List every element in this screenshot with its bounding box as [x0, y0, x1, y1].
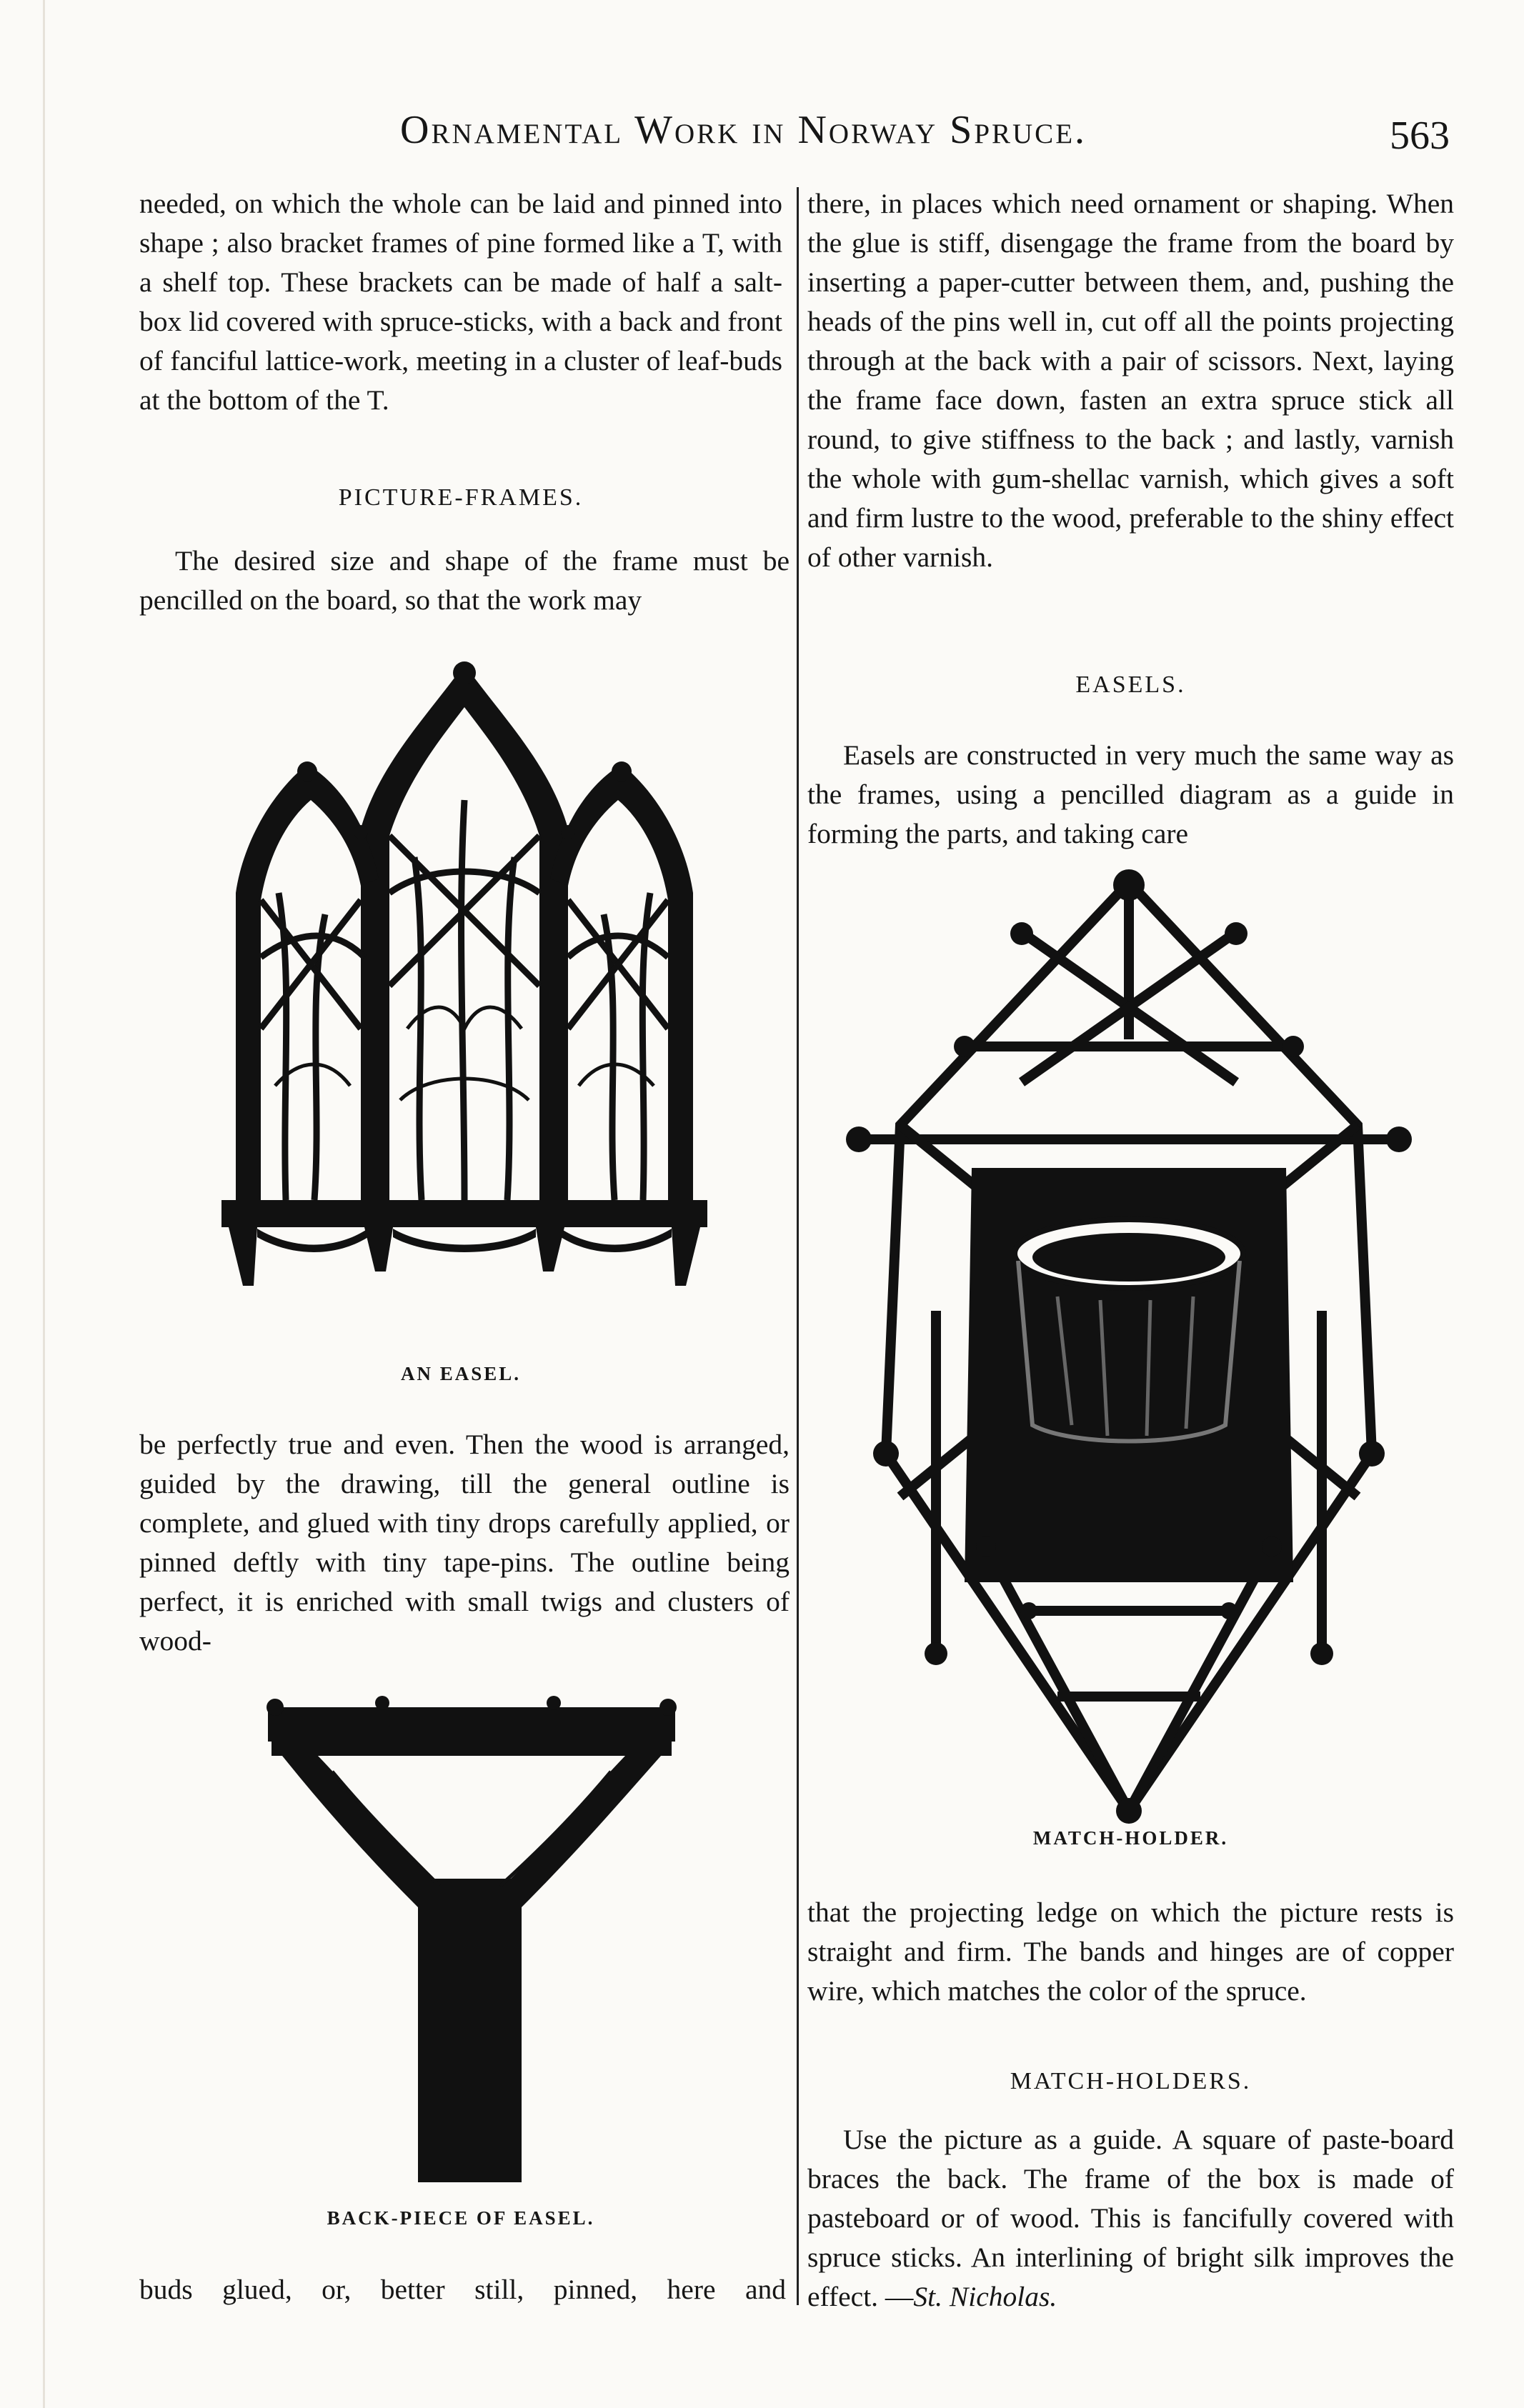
paragraph-text: needed, on which the whole can be laid and pinned into shape ; also bracket frames of pine formed like a T, with a shelf top. These brackets can be made of half a salt-box lid covered with spruce-sticks, with a back and front of fanciful lattice-work, meeting in a cluster of leaf-buds at the bottom of the T.	[139, 188, 782, 416]
right-para-2	[807, 736, 1454, 854]
heading-picture-frames: PICTURE-FRAMES.	[338, 484, 584, 511]
right-para-4	[807, 2120, 1454, 2317]
paragraph-text: buds glued, or, better still, pinned, here and	[139, 2274, 786, 2305]
paragraph-body: Use the picture as a guide. A square of paste-board braces the back. The frame of the box is made of pasteboard or of wood. This is fancifully covered with spruce sticks. An interlining of bright silk improves the effect.	[807, 2124, 1454, 2312]
left-para-2	[139, 541, 790, 620]
caption-back-piece: BACK-PIECE OF EASEL.	[327, 2207, 595, 2229]
paragraph-text: The desired size and shape of the frame must be pencilled on the board, so that the work may	[139, 545, 790, 616]
caption-match-holder: MATCH-HOLDER.	[1032, 1827, 1229, 1849]
heading-easels: EASELS.	[1075, 671, 1186, 698]
left-para-3	[139, 1425, 790, 1661]
heading-match-holders: MATCH-HOLDERS.	[1010, 2068, 1252, 2094]
paragraph-text: be perfectly true and even. Then the wood is arranged, guided by the drawing, till the general outline is complete, and glued with tiny drops carefully applied, or pinned deftly with tiny tape-pins. The outline being perfect, it is enriched with small twigs and clusters of wood-	[139, 1429, 790, 1657]
right-para-1	[807, 184, 1454, 577]
left-para-1	[139, 184, 782, 420]
caption-an-easel: AN EASEL.	[400, 1363, 522, 1384]
column-divider	[797, 187, 799, 2305]
page-number: 563	[1390, 114, 1450, 158]
attribution-dash: —	[885, 2281, 914, 2312]
back-piece-illustration	[254, 1693, 689, 2193]
right-para-3	[807, 1893, 1454, 2011]
easel-illustration	[214, 657, 714, 1343]
running-title: Ornamental Work in Norway Spruce.	[400, 108, 1087, 152]
paragraph-text: there, in places which need ornament or shaping. When the glue is stiff, disengage the frame from the board by inserting a paper-cutter between them, and, pushing the heads of the pins well in, cut off all the points projecting through at the back with a pair of scissors. Next, laying the frame face down, fasten an extra spruce stick all round, to give stiffness to the back ; and lastly, varnish the whole with gum-shellac varnish, which gives a soft and firm lustre to the wood, preferable to the shiny effect of other varnish.	[807, 188, 1454, 573]
attribution: St. Nicholas.	[913, 2281, 1057, 2312]
page-edge-shadow	[43, 0, 45, 2408]
paragraph-text: that the projecting ledge on which the picture rests is straight and firm. The bands and hinges are of copper wire, which matches the color of the spruce.	[807, 1897, 1454, 2007]
left-para-4	[139, 2270, 786, 2309]
match-holder-illustration	[843, 868, 1415, 1825]
paragraph-text	[807, 2120, 1454, 2317]
paragraph-text: Easels are constructed in very much the same way as the frames, using a pencilled diagram as a guide in forming the parts, and taking care	[807, 739, 1454, 849]
